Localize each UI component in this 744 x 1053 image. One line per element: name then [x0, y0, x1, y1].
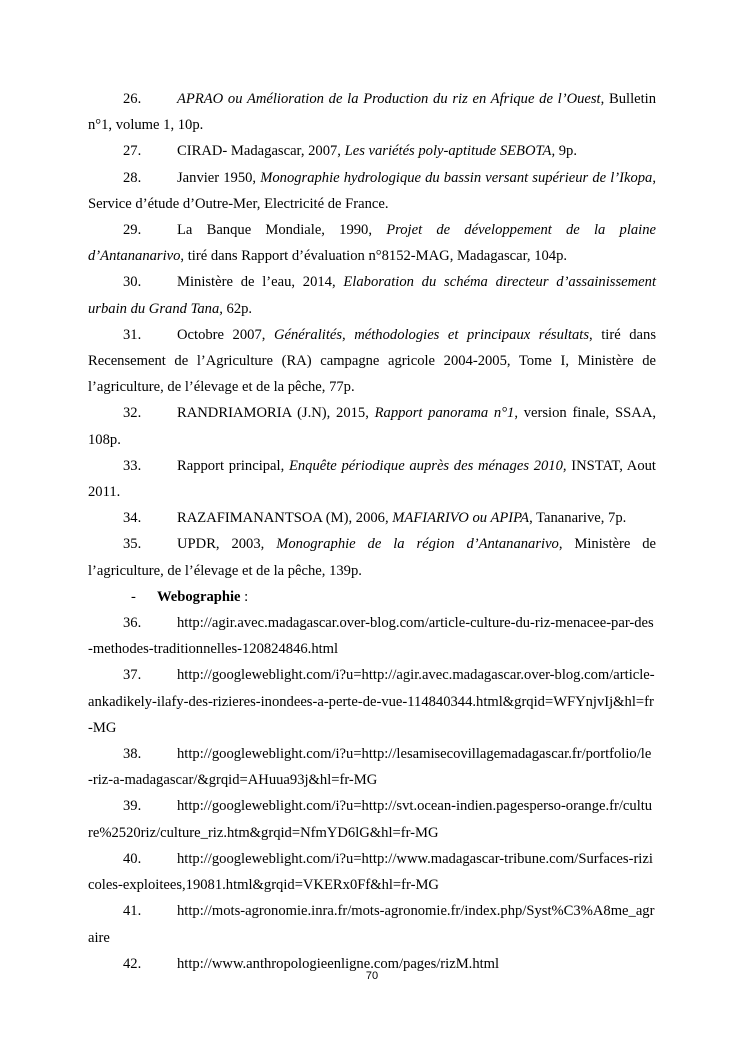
reference-number: 38. [123, 746, 142, 763]
page-number: 70 [365, 970, 379, 982]
webography-label: Webographie [157, 588, 241, 605]
reference-title: Généralités, méthodologies et principaux résultats [273, 326, 590, 343]
reference-text: 62p. [222, 300, 253, 317]
reference-url[interactable]: http://www.anthropologieenligne.com/pages/rizM.html [177, 955, 500, 972]
reference-url[interactable]: http://googleweblight.com/i?u=http://www.madagascar-tribune.com/Surfaces-rizicoles-exploitees,19081.html&grqid=VKERx0Ff&hl=fr-MG [88, 850, 653, 894]
reference-text: UPDR, 2003, [177, 536, 277, 553]
reference-entry [88, 165, 656, 217]
reference-title: Elaboration du schéma directeur d’assainissement urbain du Grand Tana, [88, 274, 656, 317]
reference-entry [88, 217, 656, 269]
reference-text: 9p. [555, 143, 577, 160]
reference-text: RANDRIAMORIA (J.N), 2015, [177, 405, 375, 422]
reference-text: CIRAD- Madagascar, 2007, [177, 143, 345, 160]
reference-url[interactable]: http://googleweblight.com/i?u=http://svt.ocean-indien.pagesperso-orange.fr/culture%2520riz/culture_riz.htm&grqid=NfmYD6lG&hl=fr-MG [88, 798, 653, 841]
reference-number: 33. [123, 457, 142, 474]
reference-url[interactable]: http://googleweblight.com/i?u=http://agir.avec.madagascar.over-blog.com/article-ankadikely-ilafy-des-rizieres-inondees-a-perte-de-vue-114840344.html&grqid=WFYnjvIj&hl=fr-MG [88, 667, 655, 736]
reference-title: APRAO ou Amélioration de la Production du riz en Afrique de l’Ouest [177, 91, 601, 107]
web-reference-entry [88, 793, 656, 845]
reference-title: Rapport panorama n°1 [374, 405, 515, 422]
reference-entry [88, 86, 656, 138]
reference-text: Janvier 1950, [177, 169, 261, 186]
reference-number: 41. [123, 903, 142, 920]
web-reference-entry [88, 846, 656, 898]
reference-entry [88, 531, 656, 583]
reference-entry [88, 453, 656, 505]
webography-section [88, 610, 656, 977]
references-section [88, 86, 656, 584]
reference-number: 42. [123, 955, 142, 972]
reference-url[interactable]: http://googleweblight.com/i?u=http://lesamisecovillagemadagascar.fr/portfolio/le-riz-a-madagascar/&grqid=AHuua93j&hl=fr-MG [88, 746, 652, 789]
reference-text: , version finale, SSAA, 108p. [88, 405, 657, 448]
webography-colon: : [240, 588, 249, 605]
reference-title: Monographie hydrologique du bassin versant supérieur de l’Ikopa [260, 169, 653, 186]
reference-number: 26. [123, 91, 142, 107]
reference-text: RAZAFIMANANTSOA (M), 2006, [177, 510, 393, 527]
reference-text: , tiré dans Rapport d’évaluation n°8152-MAG, Madagascar, 104p. [180, 248, 568, 265]
reference-text: Ministère de l’eau, 2014, [177, 274, 344, 291]
reference-url[interactable]: http://mots-agronomie.inra.fr/mots-agronomie.fr/index.php/Syst%C3%A8me_agraire [88, 903, 655, 946]
webography-heading [88, 584, 656, 610]
reference-title: MAFIARIVO ou APIPA [392, 510, 530, 527]
reference-number: 37. [123, 667, 142, 684]
reference-entry [88, 505, 656, 531]
web-reference-entry [88, 741, 656, 793]
reference-text: Rapport principal, [177, 457, 289, 474]
web-reference-entry [88, 898, 656, 950]
reference-entry [88, 400, 656, 452]
reference-number: 27. [123, 143, 142, 160]
reference-text: Octobre 2007, [177, 326, 274, 343]
reference-number: 39. [123, 798, 142, 815]
reference-title: Monographie de la région d’Antananarivo [276, 536, 559, 553]
reference-text: , Tananarive, 7p. [529, 510, 627, 527]
reference-number: 28. [123, 169, 142, 186]
reference-entry [88, 138, 656, 164]
reference-number: 31. [123, 326, 142, 343]
reference-text: INSTAT, Aout 2011. [88, 457, 656, 501]
reference-title: Les variétés poly-aptitude SEBOTA, [344, 143, 556, 160]
reference-number: 29. [123, 222, 142, 239]
reference-text: La Banque Mondiale, 1990, [177, 222, 387, 239]
web-reference-entry [88, 610, 656, 662]
reference-title: Projet de développement de la plaine d’Antananarivo [88, 222, 657, 265]
reference-text: , Service d’étude d’Outre-Mer, Electricité de France. [88, 169, 656, 212]
bibliography-list [88, 86, 656, 977]
reference-number: 36. [123, 615, 142, 632]
reference-text: , tiré dans Recensement de l’Agriculture (RA) campagne agricole 2004-2005, Tome I, Ministère de l’agriculture, de l’élevage et de la pêche, 77p. [88, 326, 656, 396]
reference-text: , Bulletin n°1, volume 1, 10p. [88, 91, 657, 134]
reference-number: 35. [123, 536, 142, 553]
reference-number: 34. [123, 510, 142, 527]
reference-url[interactable]: http://agir.avec.madagascar.over-blog.com/article-culture-du-riz-menacee-par-des-methodes-traditionnelles-120824846.html [88, 615, 654, 658]
reference-entry [88, 269, 656, 321]
reference-text: , Ministère de l’agriculture, de l’élevage et de la pêche, 139p. [88, 536, 656, 579]
bullet-dash: - [131, 588, 136, 605]
reference-number: 40. [123, 850, 142, 867]
reference-entry [88, 322, 656, 401]
web-reference-entry [88, 662, 656, 741]
reference-title: Enquête périodique auprès des ménages 2010, [288, 457, 567, 474]
reference-number: 30. [123, 274, 142, 291]
reference-number: 32. [123, 405, 142, 422]
